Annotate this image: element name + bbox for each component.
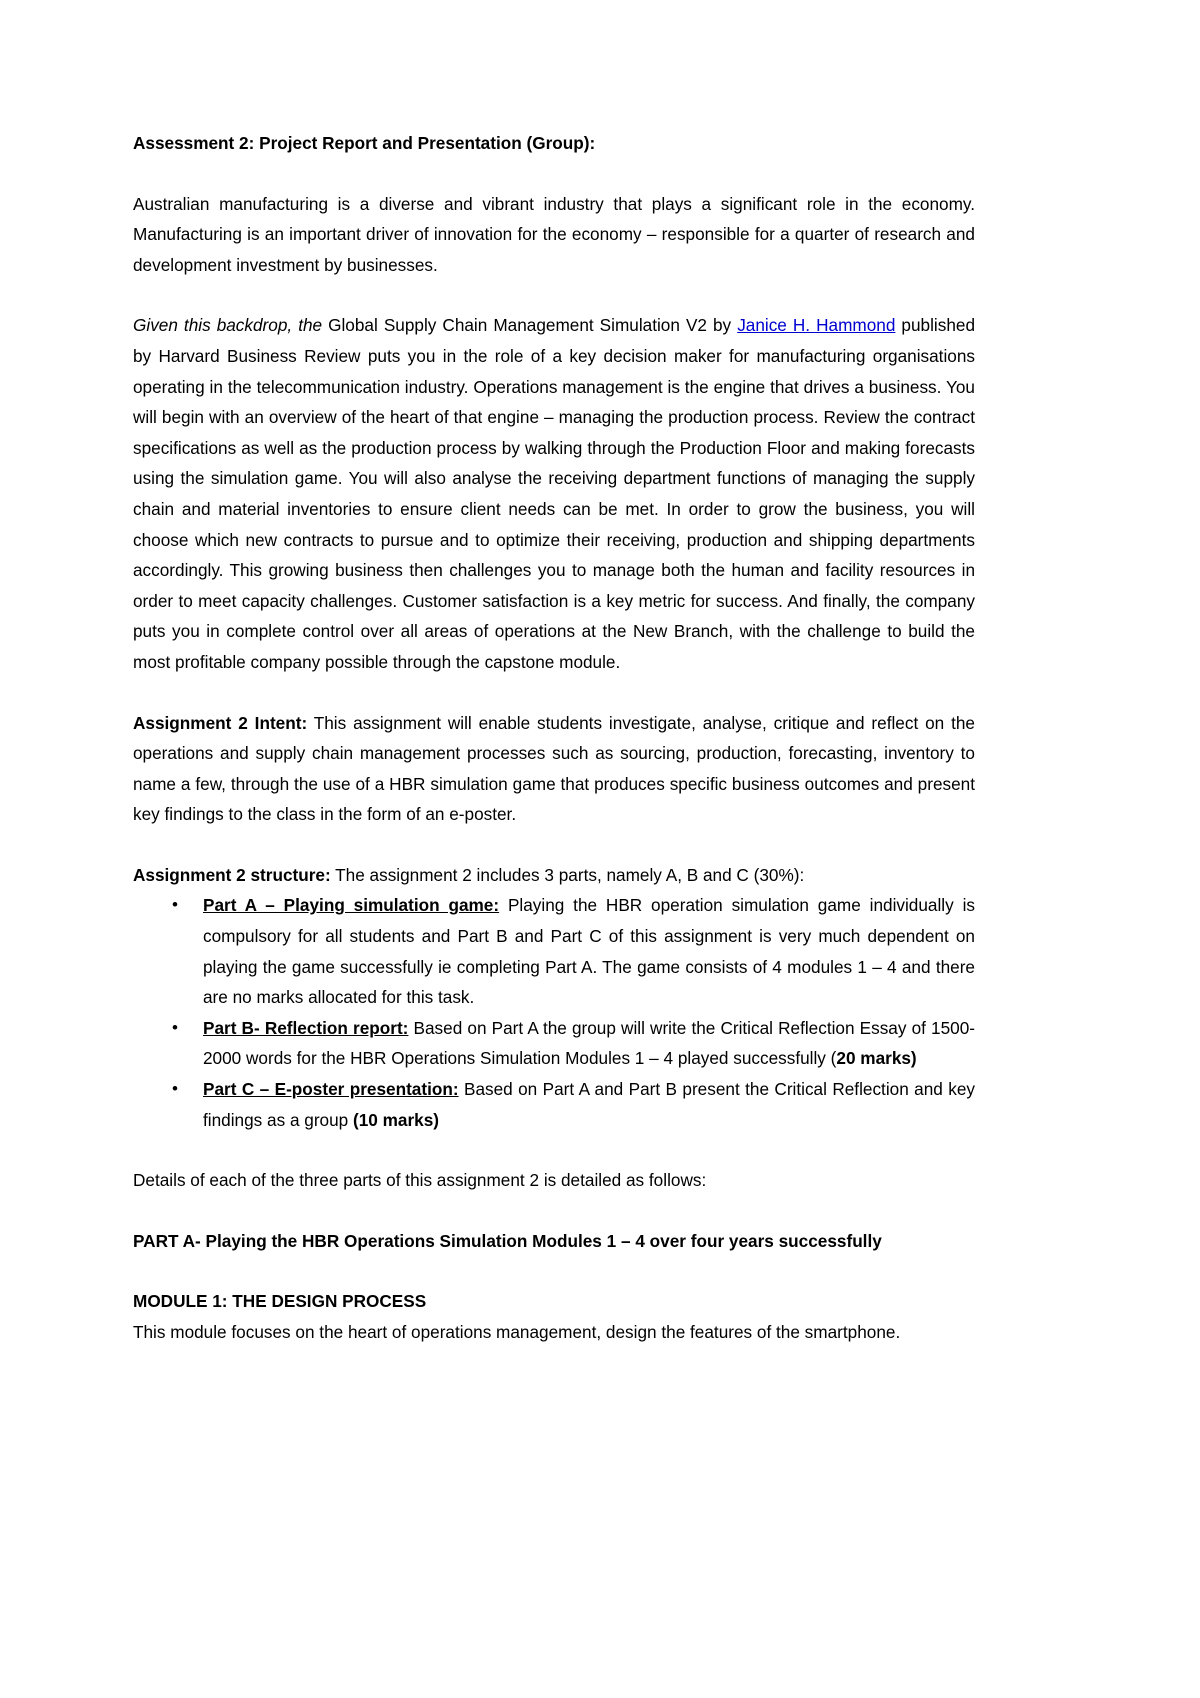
spacer bbox=[133, 280, 975, 310]
part-c-body: Based on Part A and Part B present the Critical Reflection and key findings as a group bbox=[203, 1079, 975, 1130]
spacer bbox=[133, 1135, 975, 1165]
list-item bbox=[133, 1013, 975, 1074]
backdrop-paragraph bbox=[133, 310, 975, 677]
part-b-body: Based on Part A the group will write the Critical Reflection Essay of 1500-2000 words for the HBR Operations Simulation Modules 1 – 4 played successfully ( bbox=[203, 1017, 975, 1069]
page-title: Assessment 2: Project Report and Presentation (Group): bbox=[133, 133, 596, 153]
part-a-title: Part A – Playing simulation game: bbox=[203, 895, 500, 916]
document-body bbox=[133, 128, 975, 1348]
intro-paragraph: Australian manufacturing is a diverse and vibrant industry that plays a significant role in the economy. Manufacturing is an important driver of innovation for the economy – responsible for a quarter of research and development investment by businesses. bbox=[133, 193, 975, 275]
janice-hammond-link[interactable]: Janice H. Hammond bbox=[737, 315, 896, 336]
list-item bbox=[133, 1074, 975, 1135]
structure-label: Assignment 2 structure: bbox=[133, 864, 331, 885]
spacer bbox=[133, 1256, 975, 1286]
details-line: Details of each of the three parts of this assignment 2 is detailed as follows: bbox=[133, 1170, 707, 1191]
module-1-heading: MODULE 1: THE DESIGN PROCESS bbox=[133, 1291, 427, 1312]
spacer bbox=[133, 830, 975, 860]
part-a-body: Playing the HBR operation simulation game individually is compulsory for all students and Part B and Part C of this assignment is very much dependent on playing the game successfully ie completing Part A. The game consists of 4 modules 1 – 4 and there are no marks allocated for this task. bbox=[203, 895, 975, 1008]
part-c-marks: (10 marks) bbox=[353, 1109, 440, 1130]
structure-body: The assignment 2 includes 3 parts, namely A, B and C (30%): bbox=[330, 864, 805, 885]
structure-paragraph bbox=[133, 860, 975, 891]
list-item bbox=[133, 890, 975, 1012]
spacer bbox=[133, 678, 975, 708]
intent-body: This assignment will enable students investigate, analyse, critique and reflect on the operations and supply chain management processes such as sourcing, production, forecasting, inventory to name a few, through the use of a HBR simulation game that produces specific business outcomes and present key findings to the class in the form of an e-poster. bbox=[133, 712, 975, 825]
part-b-title: Part B- Reflection report: bbox=[203, 1017, 409, 1038]
backdrop-before-link: Global Supply Chain Management Simulation V2 by bbox=[322, 315, 738, 336]
backdrop-after-link: published by Harvard Business Review puts you in the role of a key decision maker for manufacturing organisations operating in the telecommunication industry. Operations management is the engine that drives a business. You will begin with an overview of the heart of that engine – managing the production process. Review the contract specifications as well as the production process by walking through the Production Floor and making forecasts using the simulation game. You will also analyse the receiving department functions of managing the supply chain and material inventories to ensure client needs can be met. In order to grow the business, you will choose which new contracts to pursue and to optimize their receiving, production and shipping departments accordingly. This growing business then challenges you to manage both the human and facility resources in order to meet capacity challenges. Customer satisfaction is a key metric for success. And finally, the company puts you in complete control over all areas of operations at the New Branch, with the challenge to build the most profitable company possible through the capstone module. bbox=[133, 315, 975, 672]
intent-paragraph bbox=[133, 708, 975, 830]
spacer bbox=[133, 159, 975, 189]
structure-bullet-list bbox=[133, 890, 975, 1135]
spacer bbox=[133, 1196, 975, 1226]
module-1-body: This module focuses on the heart of operations management, design the features of the smartphone. bbox=[133, 1322, 901, 1342]
part-c-title: Part C – E-poster presentation: bbox=[203, 1079, 459, 1100]
part-b-marks: 20 marks) bbox=[836, 1048, 917, 1069]
intent-label: Assignment 2 Intent: bbox=[133, 712, 308, 733]
part-a-heading: PART A- Playing the HBR Operations Simulation Modules 1 – 4 over four years successfully bbox=[133, 1230, 882, 1251]
backdrop-italic-lead: Given this backdrop, the bbox=[133, 315, 323, 336]
